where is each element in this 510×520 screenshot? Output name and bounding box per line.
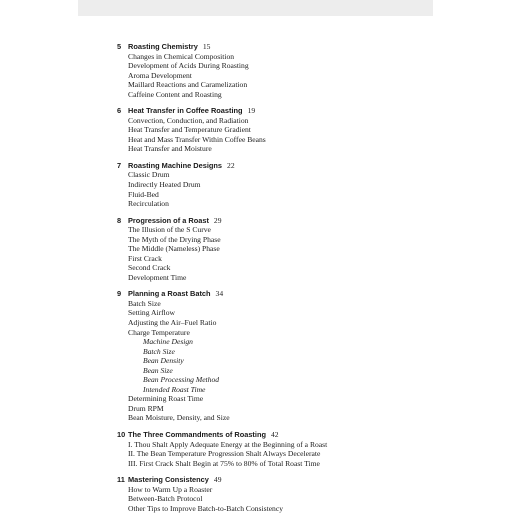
chapter-heading[interactable]	[117, 161, 417, 171]
section-entry[interactable]: Changes in Chemical Composition	[128, 51, 235, 61]
chapter-page-number: 19	[247, 106, 256, 116]
section-list	[117, 225, 417, 282]
section-entry[interactable]: Convection, Conduction, and Radiation	[128, 115, 249, 125]
subsection-entry[interactable]: Machine Design	[143, 337, 193, 347]
chapter-title: The Three Commandments of Roasting	[128, 430, 266, 439]
section-list	[117, 170, 417, 208]
section-entry[interactable]: Heat Transfer and Moisture	[128, 144, 212, 154]
chapter-heading[interactable]	[117, 106, 417, 116]
section-entry[interactable]: Heat and Mass Transfer Within Coffee Beans	[128, 134, 266, 144]
subsection-entry[interactable]: Bean Density	[143, 356, 184, 366]
section-entry[interactable]: Setting Airflow	[128, 308, 176, 318]
section-entry[interactable]: Development of Acids During Roasting	[128, 61, 249, 71]
chapter-section	[117, 161, 417, 209]
section-entry[interactable]: Classic Drum	[128, 170, 170, 180]
section-entry[interactable]: First Crack	[128, 253, 162, 263]
section-entry[interactable]: Between-Batch Protocol	[128, 494, 203, 504]
chapter-page-number: 22	[227, 160, 235, 170]
section-entry[interactable]: Second Crack	[128, 263, 171, 273]
chapter-number: 9	[117, 289, 122, 299]
section-list	[117, 485, 417, 514]
chapter-number: 10	[117, 430, 126, 439]
section-entry[interactable]: Maillard Reactions and Caramelization	[128, 80, 248, 90]
section-entry[interactable]: Charge Temperature	[128, 327, 190, 337]
section-list	[117, 440, 417, 469]
chapter-title: Progression of a Roast	[128, 215, 209, 225]
section-entry[interactable]: Drum RPM	[128, 403, 164, 413]
chapter-page-number: 42	[270, 430, 279, 439]
chapter-section	[117, 42, 417, 99]
subsection-entry[interactable]: Bean Size	[143, 365, 173, 375]
section-entry[interactable]: Caffeine Content and Roasting	[128, 89, 222, 99]
section-entry[interactable]: Adjusting the Air–Fuel Ratio	[128, 317, 217, 327]
section-entry[interactable]: Aroma Development	[128, 70, 192, 80]
section-entry[interactable]: The Illusion of the S Curve	[128, 225, 211, 235]
section-list	[117, 52, 417, 100]
subsection-entry[interactable]: Batch Size	[143, 346, 175, 356]
subsection-entry[interactable]: Bean Processing Method	[143, 375, 220, 385]
chapter-page-number: 34	[215, 289, 224, 299]
chapter-section	[117, 106, 417, 154]
chapter-heading[interactable]	[117, 42, 417, 52]
chapter-title: Heat Transfer in Coffee Roasting	[128, 106, 243, 116]
section-list	[117, 116, 417, 154]
section-entry[interactable]: The Myth of the Drying Phase	[128, 234, 221, 244]
chapter-heading[interactable]	[117, 289, 417, 299]
chapter-title: Mastering Consistency	[128, 475, 209, 485]
section-entry[interactable]: II. The Bean Temperature Progression Shalt Always Decelerate	[128, 449, 321, 459]
chapter-page-number: 49	[213, 475, 222, 485]
chapter-title: Roasting Machine Designs	[128, 160, 223, 170]
chapter-page-number: 15	[202, 42, 211, 51]
section-entry[interactable]: I. Thou Shalt Apply Adequate Energy at the Beginning of a Roast	[128, 439, 328, 449]
table-of-contents	[117, 42, 417, 520]
chapter-section	[117, 475, 417, 513]
page-top-band	[78, 0, 433, 16]
section-entry[interactable]: Other Tips to Improve Batch-to-Batch Consistency	[128, 503, 284, 513]
chapter-number: 6	[117, 106, 122, 116]
chapter-section	[117, 216, 417, 283]
section-entry[interactable]: Fluid-Bed	[128, 189, 159, 199]
section-entry[interactable]: Heat Transfer and Temperature Gradient	[128, 125, 251, 135]
section-entry[interactable]: Development Time	[128, 272, 187, 282]
section-entry[interactable]: How to Warm Up a Roaster	[128, 484, 213, 494]
section-entry[interactable]: Recirculation	[128, 199, 169, 209]
chapter-title: Planning a Roast Batch	[128, 289, 211, 299]
chapter-heading[interactable]	[117, 475, 417, 485]
chapter-heading[interactable]	[117, 430, 417, 440]
chapter-section	[117, 430, 417, 468]
chapter-title: Roasting Chemistry	[128, 42, 198, 51]
section-entry[interactable]: Bean Moisture, Density, and Size	[128, 413, 230, 423]
chapter-number: 7	[117, 160, 122, 170]
chapter-number: 5	[117, 42, 122, 51]
chapter-number: 8	[117, 215, 122, 225]
section-entry[interactable]: Batch Size	[128, 298, 161, 308]
chapter-section	[117, 289, 417, 423]
section-entry[interactable]: III. First Crack Shalt Begin at 75% to 80% of Total Roast Time	[128, 458, 320, 468]
section-entry[interactable]: Indirectly Heated Drum	[128, 179, 201, 189]
chapter-heading[interactable]	[117, 216, 417, 226]
section-entry[interactable]: The Middle (Nameless) Phase	[128, 244, 220, 254]
chapter-page-number: 29	[213, 215, 222, 225]
chapter-number: 11	[117, 475, 125, 485]
section-entry[interactable]: Determining Roast Time	[128, 394, 204, 404]
section-list	[117, 299, 417, 423]
subsection-entry[interactable]: Intended Roast Time	[143, 384, 206, 394]
